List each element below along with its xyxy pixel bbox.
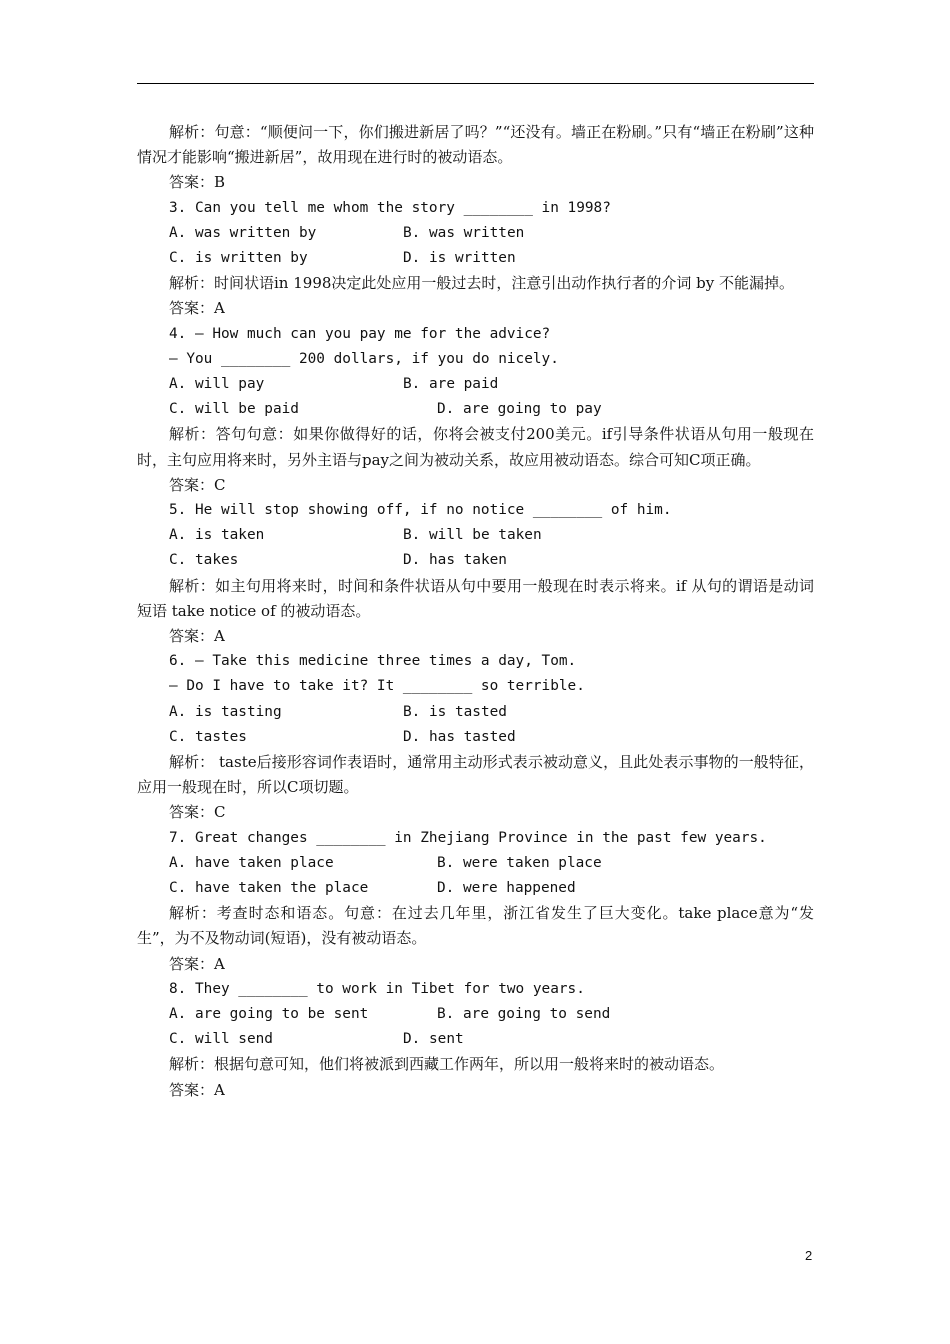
question-line: 8. They ________ to work in Tibet for two years. (169, 980, 585, 997)
options-row (137, 876, 814, 901)
options-row (137, 372, 814, 397)
options-row (137, 397, 814, 422)
option-left: A. is tasting (169, 703, 282, 720)
options-row (137, 523, 814, 548)
option-right: D. sent (403, 1031, 464, 1048)
explanation-paragraph: 解析：考查时态和语态。句意：在过去几年里，浙江省发生了巨大变化。take place意为“发生”，为不及物动词(短语)，没有被动语态。 (137, 904, 814, 948)
options-row (137, 1002, 814, 1027)
options-row (137, 1027, 814, 1052)
explanation-paragraph: 解析：答句句意：如果你做得好的话，你将会被支付200美元。if引导条件状语从句用一般现在时，主句应用将来时，另外主语与pay之间为被动关系，故应用被动语态。综合可知C项正确。 (137, 425, 814, 469)
option-right: B. is tasted (403, 703, 507, 720)
option-left: A. is taken (169, 527, 265, 544)
answer-line: 答案：C (169, 475, 226, 494)
answer-line: 答案：C (169, 803, 226, 822)
options-row (137, 221, 814, 246)
option-right: B. was written (403, 224, 525, 241)
question-line: 6. — Take this medicine three times a day, Tom. (169, 653, 577, 670)
options-row (137, 725, 814, 750)
header-rule (137, 83, 814, 84)
option-right: D. has tasted (403, 728, 516, 745)
question-line: — Do I have to take it? It ________ so terrible. (169, 678, 585, 695)
option-left: A. was written by (169, 224, 317, 241)
options-row (137, 246, 814, 271)
option-left: A. will pay (169, 376, 265, 392)
answer-line: 答案：B (169, 173, 226, 192)
question-line: — You ________ 200 dollars, if you do nicely. (169, 350, 559, 367)
explanation-paragraph: 解析：根据句意可知，他们将被派到西藏工作两年，所以用一般将来时的被动语态。 (169, 1055, 725, 1074)
answer-line: 答案：A (169, 299, 225, 318)
option-right: D. has taken (403, 552, 507, 569)
answer-line: 答案：A (169, 626, 225, 645)
option-right: B. will be taken (403, 527, 542, 544)
explanation-paragraph: 解析： taste后接形容词作表语时，通常用主动形式表示被动意义，且此处表示事物的一般特征，应用一般现在时，所以C项切题。 (137, 752, 814, 797)
explanation-paragraph: 解析：如主句用将来时，时间和条件状语从句中要用一般现在时表示将来。if 从句的谓语是动词短语 take notice of 的被动语态。 (137, 576, 814, 620)
answer-line: 答案：A (169, 954, 225, 973)
option-right: D. are going to pay (437, 401, 602, 418)
question-line: 5. He will stop showing off, if no notice ________ of him. (169, 501, 672, 518)
option-right: D. is written (403, 250, 516, 266)
question-line: 3. Can you tell me whom the story ________ in 1998? (169, 199, 611, 216)
option-left: C. will be paid (169, 401, 299, 418)
option-left: C. have taken the place (169, 879, 369, 896)
document-body (137, 120, 814, 1103)
explanation-paragraph: 解析：句意：“顺便问一下，你们搬进新居了吗？”“还没有。墙正在粉刷。”只有“墙正在粉刷”这种情况才能影响“搬进新居”，故用现在进行时的被动语态。 (137, 123, 814, 167)
option-right: B. are paid (403, 376, 499, 392)
option-left: C. will send (169, 1031, 273, 1048)
option-left: C. takes (169, 552, 239, 569)
question-line: 4. — How much can you pay me for the advice? (169, 325, 551, 342)
options-row (137, 851, 814, 876)
option-right: B. are going to send (437, 1005, 611, 1022)
page-number: 2 (805, 1248, 813, 1263)
explanation-paragraph: 解析：时间状语in 1998决定此处应用一般过去时，注意引出动作执行者的介词 by 不能漏掉。 (169, 274, 795, 293)
options-row (137, 700, 814, 725)
option-right: B. were taken place (437, 854, 602, 871)
option-right: D. were happened (437, 879, 576, 896)
answer-line: 答案：A (169, 1080, 225, 1099)
options-row (137, 548, 814, 573)
question-line: 7. Great changes ________ in Zhejiang Province in the past few years. (169, 829, 767, 846)
option-left: A. are going to be sent (169, 1005, 369, 1022)
option-left: A. have taken place (169, 854, 334, 871)
option-left: C. tastes (169, 728, 247, 745)
option-left: C. is written by (169, 250, 308, 266)
